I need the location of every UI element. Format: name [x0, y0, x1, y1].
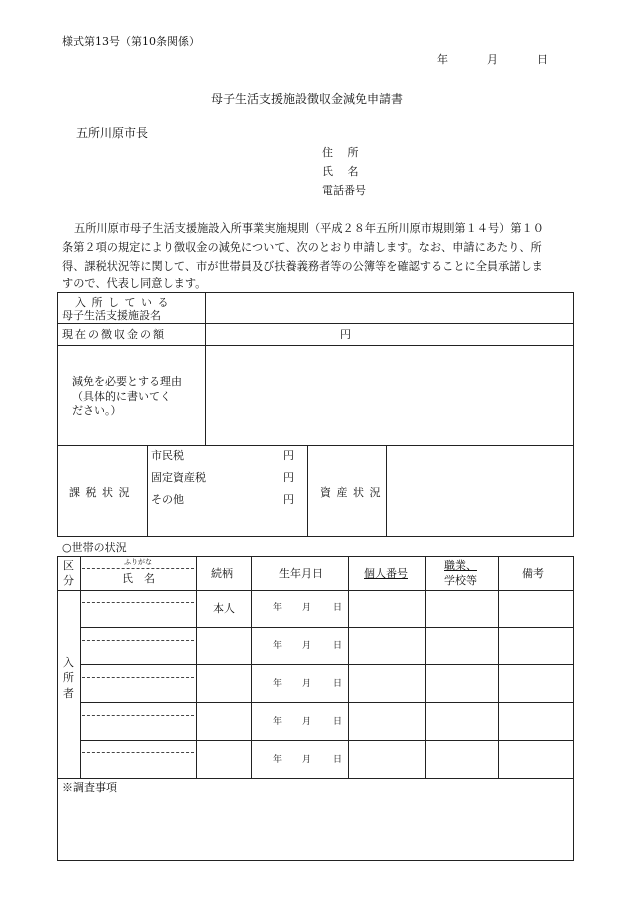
asset-status-label: 資 産 状 況	[320, 486, 382, 499]
form-number: 様式第13号（第10条関係）	[62, 35, 200, 48]
reason-label-1: 減免を必要とする理由	[72, 375, 182, 388]
body-line-3: 得、課税状況等に関して、市が世帯員及び扶養義務者等の公簿等を確認することに全員承諾しま	[62, 260, 543, 273]
tax-other-label: その他	[151, 493, 184, 506]
row2-year: 年	[273, 641, 283, 651]
date-month: 月	[487, 53, 498, 66]
current-fee-yen: 円	[340, 328, 351, 341]
date-year: 年	[437, 53, 448, 66]
reason-field[interactable]	[206, 346, 572, 445]
survey-field[interactable]	[58, 795, 572, 859]
self-label: 本人	[213, 602, 235, 615]
row1-year: 年	[273, 603, 283, 613]
col-job-1: 職業、	[444, 559, 477, 572]
row5-month: 月	[302, 755, 312, 765]
resident-label-3: 者	[63, 687, 74, 700]
current-fee-label: 現在の徴収金の額	[62, 328, 166, 341]
col-notes: 備考	[522, 567, 544, 580]
body-line-2: 条第２項の規定により徴収金の減免について、次のとおり申請します。なお、申請にあたり、所	[62, 241, 542, 254]
tax-city-label: 市民税	[151, 449, 184, 462]
date-day: 日	[537, 53, 548, 66]
row4-year: 年	[273, 717, 283, 727]
row5-day: 日	[333, 755, 343, 765]
tax-property-label: 固定資産税	[151, 471, 206, 484]
facility-label-2: 母子生活支援施設名	[62, 309, 161, 322]
name-label: 氏 名	[322, 165, 359, 178]
row1-day: 日	[333, 603, 343, 613]
reason-label-2: （具体的に書いてく	[72, 390, 171, 403]
row3-year: 年	[273, 679, 283, 689]
row2-day: 日	[333, 641, 343, 651]
col-furigana: ふりがな	[124, 558, 152, 566]
phone-label: 電話番号	[322, 184, 366, 197]
facility-label-1: 入 所 し て い る	[75, 296, 170, 309]
col-job-2: 学校等	[444, 574, 477, 587]
col-name: 氏 名	[122, 572, 155, 585]
row4-month: 月	[302, 717, 312, 727]
tax-other-yen: 円	[283, 493, 294, 506]
household-section-title: ○世帯の状況	[62, 541, 127, 554]
body-line-4: すので、代表し同意します。	[62, 277, 207, 290]
resident-label-1: 入	[63, 656, 74, 669]
current-fee-field[interactable]	[206, 324, 572, 345]
addressee: 五所川原市長	[76, 126, 149, 140]
document-title: 母子生活支援施設徴収金減免申請書	[211, 92, 404, 106]
col-category-1: 区	[63, 559, 74, 572]
col-category-2: 分	[63, 574, 74, 587]
body-line-1: 五所川原市母子生活支援施設入所事業実施規則（平成２８年五所川原市規則第１４号）第１０	[74, 222, 544, 235]
row3-month: 月	[302, 679, 312, 689]
address-label: 住 所	[322, 146, 359, 159]
row5-year: 年	[273, 755, 283, 765]
tax-status-label: 課 税 状 況	[69, 486, 131, 499]
row3-day: 日	[333, 679, 343, 689]
facility-name-field[interactable]	[206, 293, 572, 323]
resident-label-2: 所	[63, 671, 74, 684]
col-relation: 続柄	[211, 567, 233, 580]
tax-property-yen: 円	[283, 471, 294, 484]
row4-day: 日	[333, 717, 343, 727]
asset-status-field[interactable]	[387, 446, 572, 536]
col-birthdate: 生年月日	[279, 567, 323, 580]
col-id: 個人番号	[364, 567, 408, 580]
survey-label: ※調査事項	[62, 781, 117, 794]
tax-city-yen: 円	[283, 449, 294, 462]
reason-label-3: ださい。）	[72, 404, 122, 417]
row1-month: 月	[302, 603, 312, 613]
row2-month: 月	[302, 641, 312, 651]
